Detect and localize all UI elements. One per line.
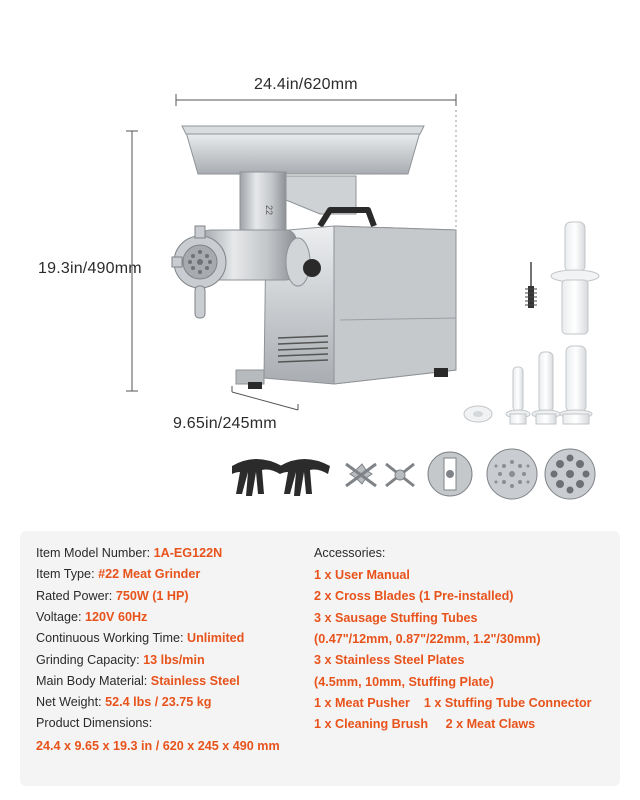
stuffing-tubes (506, 346, 592, 424)
stuffing-tube-connector (464, 406, 492, 422)
height-dimension-label: 19.3in/490mm (38, 260, 142, 277)
spec-row (36, 694, 212, 710)
accessories-heading: Accessories: (314, 546, 386, 560)
spec-value: 13 lbs/min (143, 652, 205, 667)
spec-row (36, 630, 244, 646)
spec-label: Item Model Number: (36, 546, 154, 560)
spec-label: Net Weight: (36, 695, 106, 710)
depth-dimension-label: 9.65in/245mm (173, 415, 277, 432)
spec-label: Product Dimensions: (36, 716, 153, 731)
accessory-item: (4.5mm, 10mm, Stuffing Plate) (314, 674, 494, 689)
accessory-item: 2 x Cross Blades (1 Pre-installed) (314, 589, 514, 604)
spec-value: 120V 60Hz (85, 609, 148, 624)
spec-row (36, 715, 152, 731)
spec-row (36, 588, 189, 604)
spec-panel (20, 531, 620, 786)
stuffing-plate (428, 452, 472, 496)
meat-grinder (172, 126, 456, 389)
spec-label: Continuous Working Time: (36, 631, 187, 646)
spec-row (36, 566, 200, 582)
accessory-item: 1 x Cleaning Brush 2 x Meat Claws (314, 717, 536, 732)
large-hole-plate (545, 449, 595, 499)
product-dimensions-value: 24.4 x 9.65 x 19.3 in / 620 x 245 x 490 mm (36, 739, 280, 753)
accessory-item: 3 x Sausage Stuffing Tubes (314, 610, 478, 625)
spec-value: Stainless Steel (150, 673, 240, 688)
accessory-item: 1 x Meat Pusher 1 x Stuffing Tube Connector (314, 695, 592, 710)
accessory-item: 3 x Stainless Steel Plates (314, 653, 465, 668)
spec-row (36, 545, 222, 561)
spec-value: #22 Meat Grinder (98, 567, 201, 582)
accessory-item: (0.47"/12mm, 0.87"/22mm, 1.2"/30mm) (314, 631, 541, 646)
spec-label: Item Type: (36, 567, 99, 582)
spec-row (36, 673, 240, 689)
spec-value: Unlimited (186, 631, 245, 646)
width-dimension-label: 24.4in/620mm (254, 76, 358, 93)
meat-pusher (551, 222, 599, 334)
spec-label: Main Body Material: (36, 673, 151, 688)
spec-label: Voltage: (36, 609, 86, 624)
small-hole-plate (487, 449, 537, 499)
accessory-item: 1 x User Manual (314, 568, 410, 582)
meat-claws (232, 459, 330, 496)
spec-value: 750W (1 HP) (115, 588, 189, 603)
cross-blades (346, 464, 414, 486)
height-dimension-line (126, 131, 138, 391)
spec-row (36, 652, 205, 668)
depth-dimension-line (232, 386, 298, 410)
model-marking: 22 (264, 205, 274, 216)
spec-label: Rated Power: (36, 588, 116, 603)
spec-label: Grinding Capacity: (36, 652, 144, 667)
spec-row (36, 609, 147, 625)
cleaning-brush (525, 262, 537, 308)
spec-value: 1A-EG122N (153, 546, 223, 560)
spec-value: 52.4 lbs / 23.75 kg (105, 695, 212, 710)
